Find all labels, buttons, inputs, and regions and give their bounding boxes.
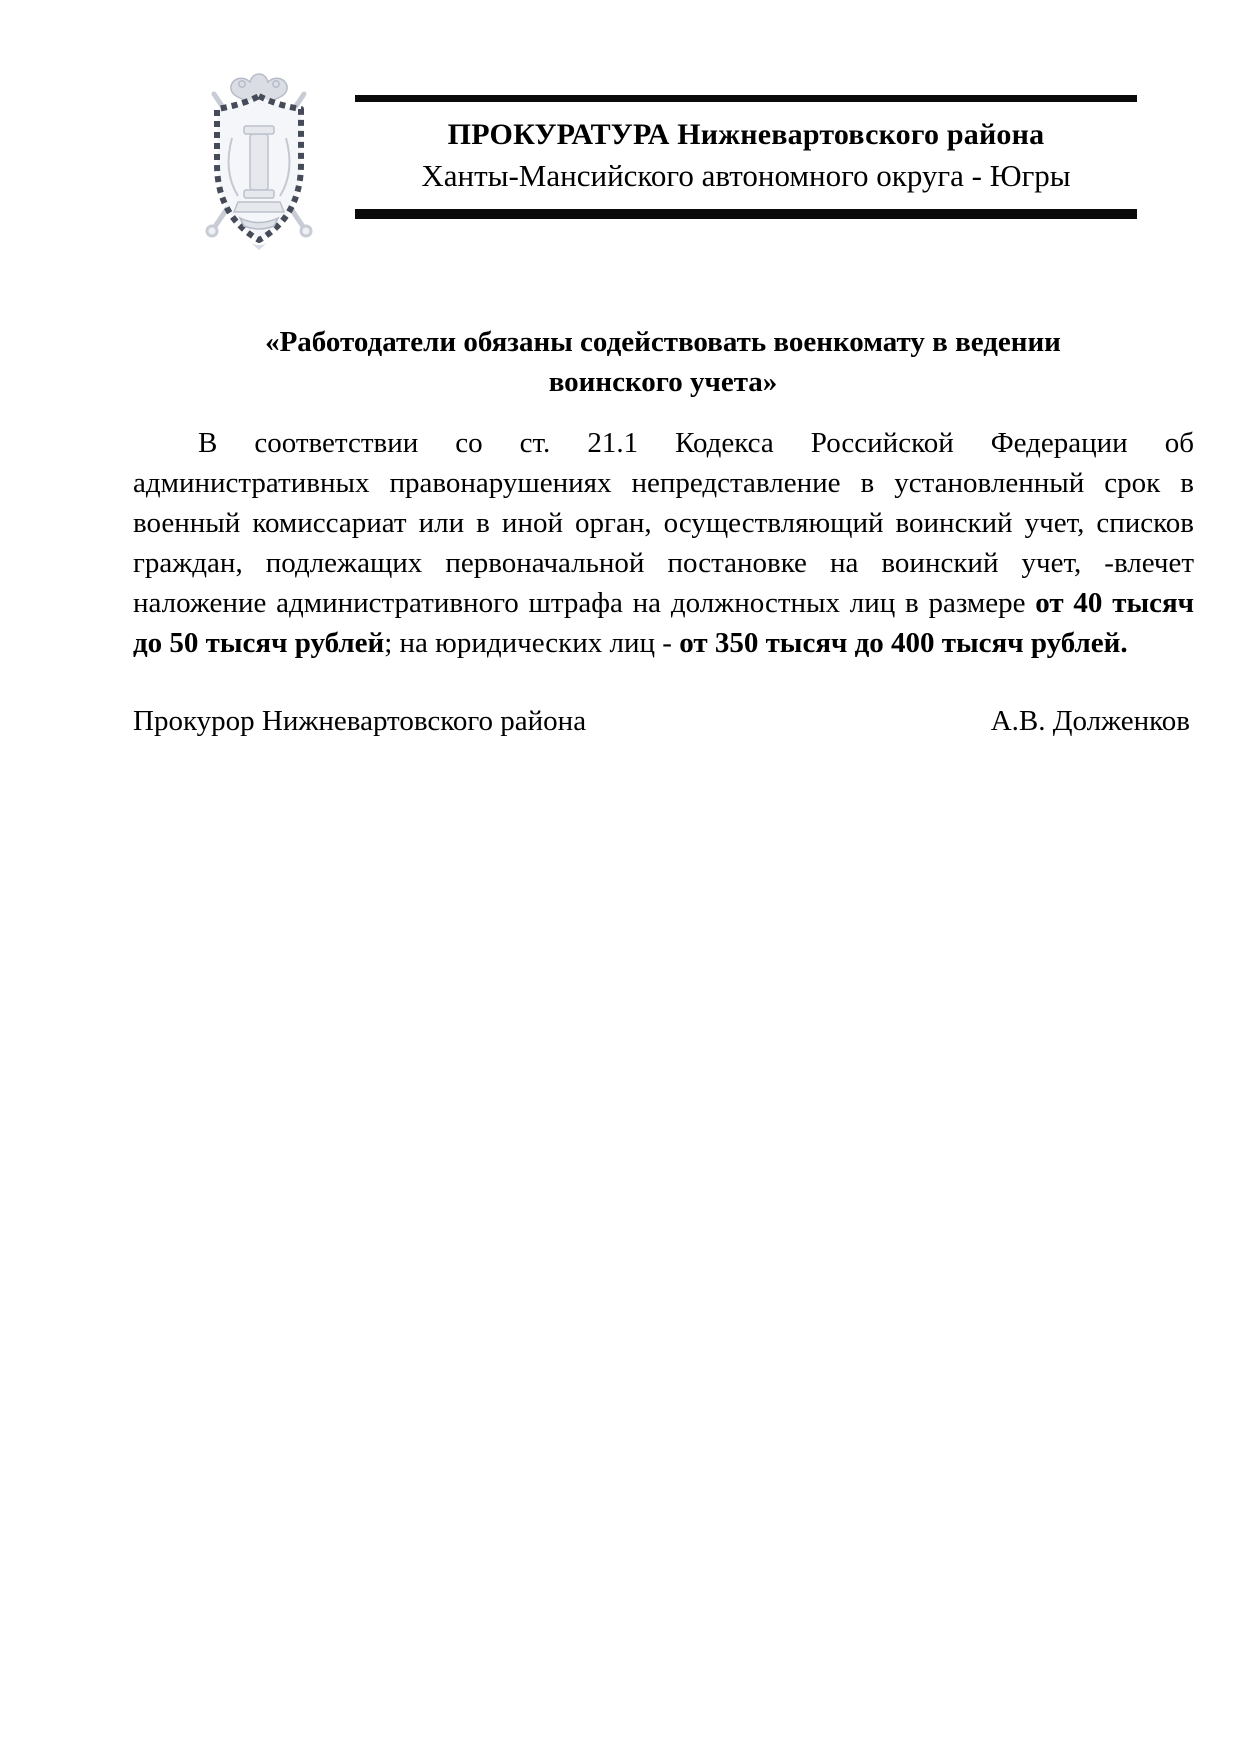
- document-title: [133, 322, 1193, 402]
- masthead-bottom-rule: [355, 209, 1137, 219]
- paragraph-segment: В соответствии со ст. 21.1 Кодекса Российской Федерации об административных правонарушениях непредставление в установленный срок в военный комиссариат или в иной орган, осуществляющий воинский учет, списков граждан, подлежащих первоначальной постановке на воинский учет, -влечет наложение административного штрафа на должностных лиц в размере: [133, 427, 1194, 619]
- organization-region: Ханты-Мансийского автономного округа - Югры: [421, 158, 1071, 193]
- prosecutor-emblem-icon: [188, 68, 330, 252]
- signer-name: А.В. Долженков: [990, 705, 1190, 737]
- paragraph-segment-bold: от 350 тысяч до 400 тысяч рублей.: [679, 627, 1128, 659]
- letterhead-masthead: [355, 95, 1137, 219]
- paragraph-segment: ; на юридических лиц -: [384, 627, 680, 659]
- document-title-line1: «Работодатели обязаны содействовать военкомату в ведении: [265, 326, 1061, 358]
- signer-position: Прокурор Нижневартовского района: [133, 705, 587, 737]
- document-title-line2: воинского учета»: [548, 366, 778, 398]
- signature-row: [133, 701, 1190, 741]
- paragraph-segment-bold: от 40 тысяч до 50 тысяч рублей: [133, 587, 1195, 659]
- masthead-top-rule: [355, 95, 1137, 102]
- organization-name: ПРОКУРАТУРА Нижневартовского района: [447, 118, 1045, 151]
- body-paragraph: [133, 423, 1194, 663]
